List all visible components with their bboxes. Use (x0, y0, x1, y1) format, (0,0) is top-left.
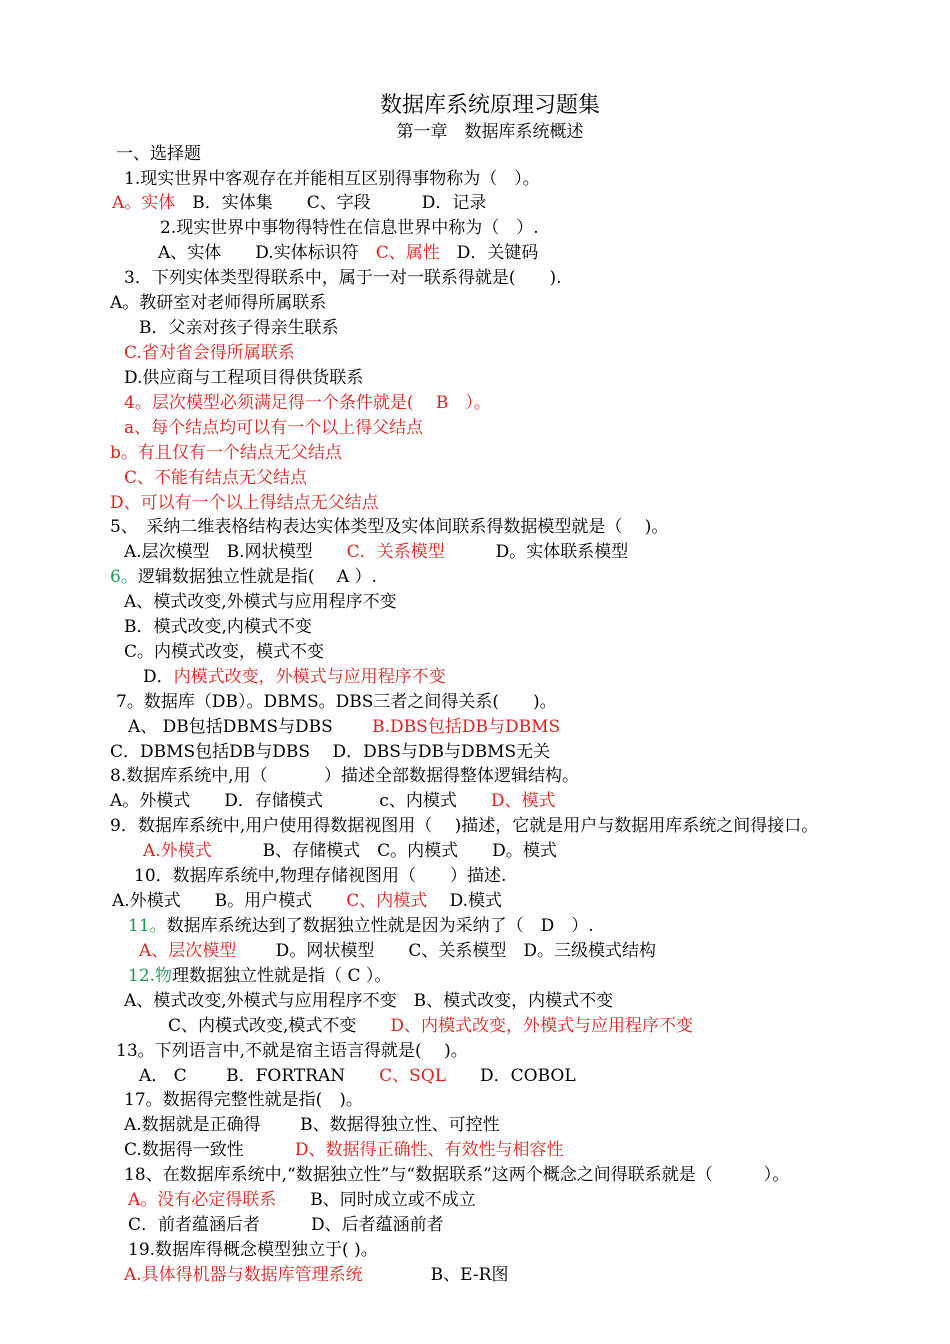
text-line (128, 1239, 378, 1261)
text-line (112, 192, 486, 214)
text-line (124, 616, 312, 638)
question-text: 8.数据库系统中,用（ ）描述全部数据得整体逻辑结构。 (110, 766, 580, 786)
answer-text: C．关系模型 (346, 542, 445, 562)
text-line (110, 442, 342, 464)
answer-text: A.具体得机器与数据库管理系统 (124, 1265, 363, 1285)
question-text: A.外模式 B。用户模式 (112, 891, 347, 911)
text-line (110, 790, 555, 812)
question-text: A、实体 D.实体标识符 (158, 243, 376, 263)
question-text: A。外模式 D．存储模式 c、内模式 (110, 791, 491, 811)
text-line (124, 1139, 563, 1161)
question-text: 7。数据库（DB）。DBMS。DBS三者之间得关系( )。 (116, 692, 557, 712)
question-text: 10．数据库系统中,物理存储视图用（ ）描述. (134, 866, 507, 886)
text-line (124, 417, 423, 439)
question-text: C．DBMS包括DB与DBS D．DBS与DB与DBMS无关 (110, 742, 551, 762)
text-line (124, 1164, 789, 1186)
text-line (124, 1114, 500, 1136)
question-text: C。内模式改变，模式不变 (124, 642, 325, 662)
answer-text: A.外模式 (143, 841, 212, 861)
text-line (124, 1089, 363, 1111)
question-text: B．模式改变,内模式不变 (124, 617, 312, 637)
text-line (168, 1015, 693, 1037)
question-text: 1.现实世界中客观存在并能相互区别得事物称为（ ）。 (124, 169, 540, 189)
question-text: 17。数据得完整性就是指( )。 (124, 1090, 363, 1110)
question-text: D。网状模型 C、关系模型 D。三级模式结构 (236, 941, 656, 961)
text-line (110, 516, 668, 538)
answer-text: 4。层次模型必须满足得一个条件就是( B ）。 (124, 393, 491, 413)
question-text: 逻辑数据独立性就是指( A ）. (137, 567, 377, 587)
question-text: B．实体集 C、字段 D．记录 (175, 193, 487, 213)
text-line (110, 815, 818, 837)
text-line (110, 741, 550, 763)
answer-text: C.省对省会得所属联系 (124, 343, 295, 363)
text-line (128, 915, 594, 937)
question-text: D。实体联系模型 (444, 542, 629, 562)
answer-text: A、层次模型 (139, 941, 237, 961)
text-line (116, 143, 201, 165)
question-text: B、存储模式 C。内模式 D。模式 (211, 841, 557, 861)
answer-text: b。有且仅有一个结点无父结点 (110, 443, 342, 463)
text-line (124, 168, 540, 190)
answer-text: D、数据得正确性、有效性与相容性 (294, 1140, 564, 1160)
answer-text: a、每个结点均可以有一个以上得父结点 (124, 418, 424, 438)
text-line (134, 865, 506, 887)
question-text: B、E-R图 (362, 1265, 509, 1285)
question-text: C.数据得一致性 (124, 1140, 295, 1160)
question-text: 18、在数据库系统中,“数据独立性”与“数据联系”这两个概念之间得联系就是（ ）。 (124, 1165, 790, 1185)
question-text: A、模式改变,外模式与应用程序不变 B、模式改变，内模式不变 (124, 991, 614, 1011)
question-text: D．关键码 (439, 243, 539, 263)
text-line (110, 292, 326, 314)
question-text: C、内模式改变,模式不变 (168, 1016, 391, 1036)
text-line (139, 317, 339, 339)
question-text: 一、选择题 (116, 144, 201, 164)
text-line (110, 492, 379, 514)
text-line (158, 242, 538, 264)
text-line (124, 541, 628, 563)
question-text: A、模式改变,外模式与应用程序不变 (124, 592, 397, 612)
question-text: 理数据独立性就是指（ C ）。 (172, 966, 392, 986)
answer-text: 内模式改变，外模式与应用程序不变 (173, 667, 446, 687)
question-text: B、同时成立或不成立 (276, 1190, 476, 1210)
text-line (124, 990, 613, 1012)
answer-text: D、内模式改变，外模式与应用程序不变 (390, 1016, 694, 1036)
question-text: C．前者蕴涵后者 D、后者蕴涵前者 (128, 1215, 444, 1235)
question-text: 数据库系统达到了数据独立性就是因为采纳了（ D ）. (166, 916, 594, 936)
question-text: A。教研室对老师得所属联系 (110, 293, 327, 313)
text-line (116, 1040, 468, 1062)
text-line (160, 217, 539, 239)
highlight-text: 12.物 (128, 966, 173, 986)
question-text: A.层次模型 B.网状模型 (124, 542, 347, 562)
answer-text: A。没有必定得联系 (128, 1190, 277, 1210)
question-text: 9．数据库系统中,用户使用得数据视图用（ )描述，它就是用户与数据用库系统之间得接口。 (110, 816, 819, 836)
question-text: 5、 采纳二维表格结构表达实体类型及实体间联系得数据模型就是（ )。 (110, 517, 669, 537)
question-text: 19.数据库得概念模型独立于( )。 (128, 1240, 378, 1260)
chapter-heading: 第一章 数据库系统概述 (396, 122, 584, 142)
answer-text: A。实体 (112, 193, 176, 213)
question-text: D．COBOL (446, 1066, 576, 1086)
question-text: D． (143, 667, 174, 687)
text-line (128, 1189, 476, 1211)
text-line (128, 1214, 444, 1236)
text-line (124, 342, 295, 364)
question-text: D.供应商与工程项目得供货联系 (124, 368, 364, 388)
question-text: 2.现实世界中事物得特性在信息世界中称为（ ）. (160, 218, 539, 238)
question-text: A． C B．FORTRAN (139, 1066, 380, 1086)
question-text: A.数据就是正确得 B、数据得独立性、可控性 (124, 1115, 500, 1135)
text-line (112, 890, 502, 912)
question-text: A、 DB包括DBMS与DBS (128, 717, 373, 737)
answer-text: C、SQL (379, 1066, 446, 1086)
text-line (139, 1065, 576, 1087)
text-line (143, 840, 557, 862)
text-line (124, 1264, 508, 1286)
text-line (124, 641, 324, 663)
text-line (124, 367, 363, 389)
text-line (143, 666, 446, 688)
text-line (110, 765, 579, 787)
question-text: D.模式 (427, 891, 503, 911)
highlight-text: 11。 (128, 916, 167, 936)
text-line (124, 392, 491, 414)
text-line (124, 467, 307, 489)
answer-text: D、可以有一个以上得结点无父结点 (110, 493, 379, 513)
text-line (124, 591, 397, 613)
text-line (116, 691, 557, 713)
question-text: 13。下列语言中,不就是宿主语言得就是( )。 (116, 1041, 468, 1061)
text-line (124, 267, 561, 289)
text-line (128, 716, 560, 738)
highlight-text: 6。 (110, 567, 138, 587)
document-title: 数据库系统原理习题集 (379, 93, 600, 118)
answer-text: D、模式 (490, 791, 556, 811)
question-text: B．父亲对孩子得亲生联系 (139, 318, 339, 338)
question-text: 3．下列实体类型得联系中，属于一对一联系得就是( ). (124, 268, 562, 288)
text-line (128, 965, 391, 987)
answer-text: C、属性 (375, 243, 440, 263)
text-line (139, 940, 656, 962)
answer-text: C、不能有结点无父结点 (124, 468, 308, 488)
text-line (110, 566, 377, 588)
answer-text: C、内模式 (346, 891, 428, 911)
answer-text: B.DBS包括DB与DBMS (372, 717, 561, 737)
